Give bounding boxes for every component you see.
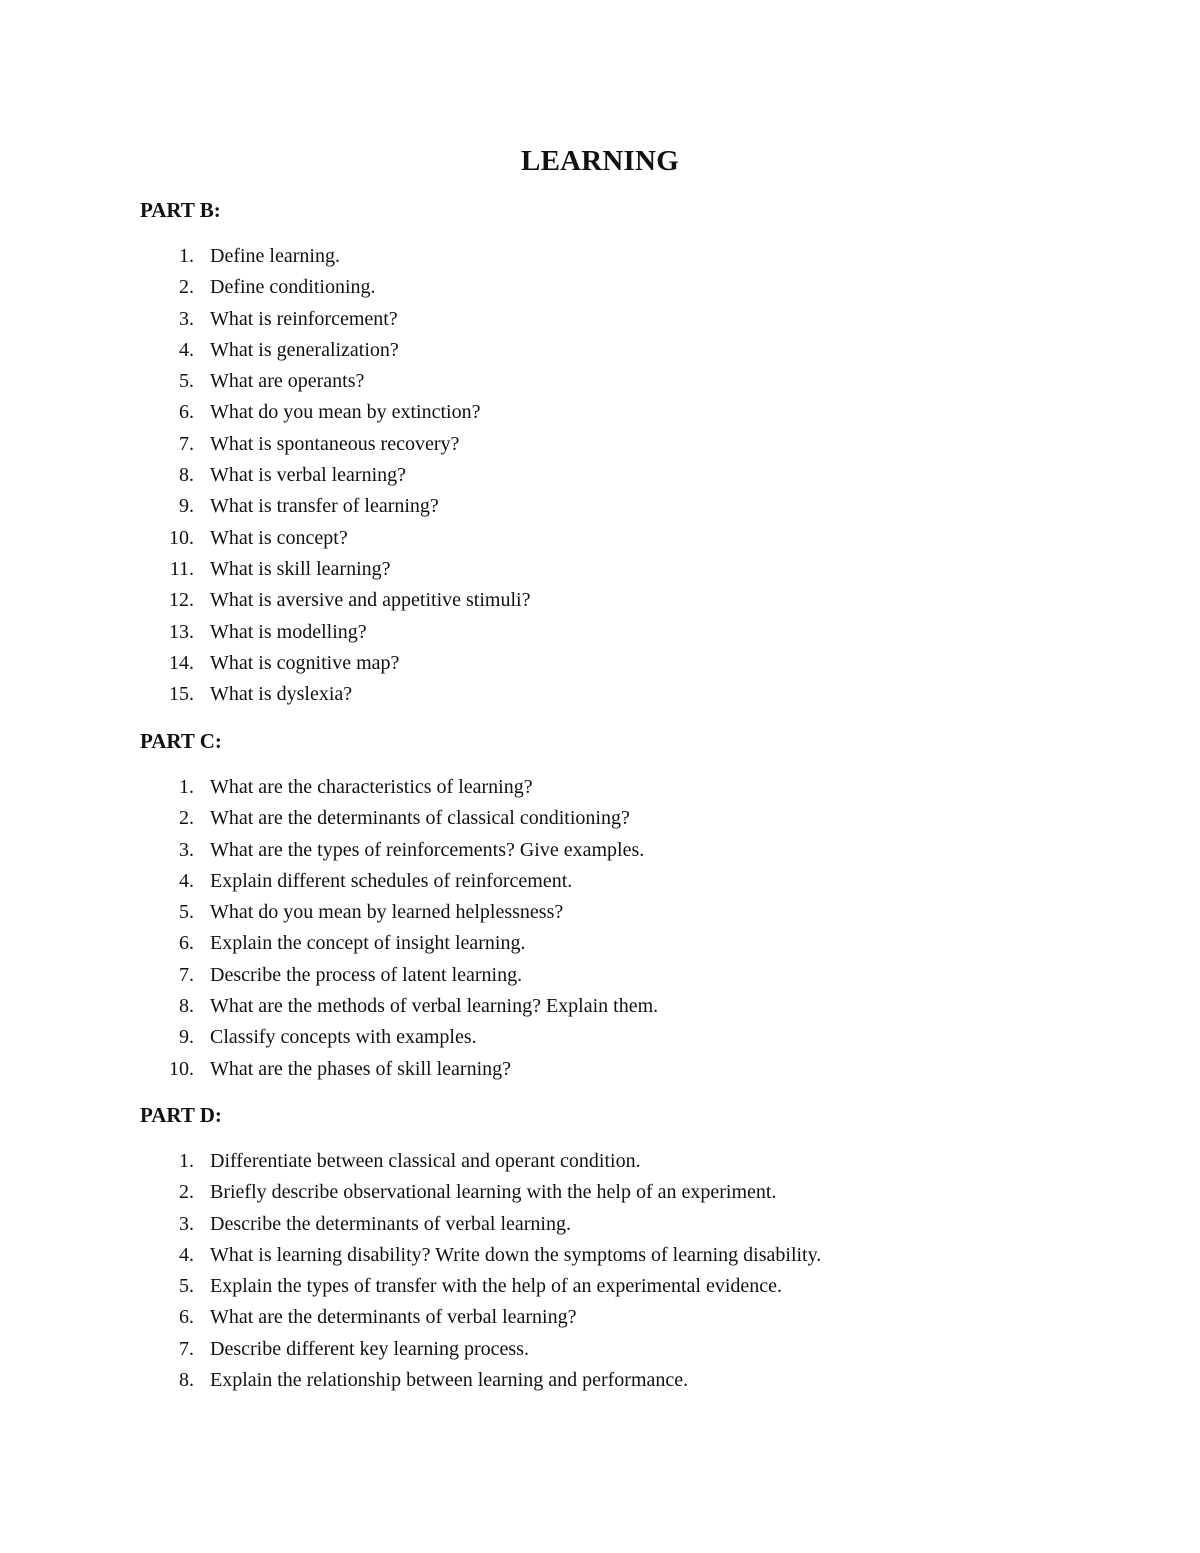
question-item	[0, 335, 1200, 366]
question-text: Define learning.	[210, 245, 340, 267]
question-item	[0, 1022, 1200, 1053]
question-text: What do you mean by learned helplessness?	[210, 901, 564, 924]
question-item	[0, 366, 1200, 397]
question-text: Explain different schedules of reinforcement.	[210, 869, 573, 892]
question-number: 2.	[179, 276, 194, 299]
question-text: Define conditioning.	[210, 276, 376, 299]
question-text: What do you mean by extinction?	[210, 401, 481, 424]
question-item	[0, 429, 1200, 460]
question-item	[0, 460, 1200, 491]
question-item	[0, 554, 1200, 585]
question-item	[0, 772, 1200, 803]
question-item	[0, 835, 1200, 866]
question-text: Explain the types of transfer with the help of an experimental evidence.	[210, 1275, 783, 1298]
question-text: Briefly describe observational learning with the help of an experiment.	[210, 1181, 777, 1204]
question-text: What is cognitive map?	[210, 651, 400, 674]
question-item	[0, 960, 1200, 991]
question-item	[0, 1271, 1200, 1302]
question-number: 13.	[169, 620, 194, 643]
document-title: LEARNING	[521, 145, 679, 177]
question-text: Differentiate between classical and operant condition.	[210, 1150, 641, 1172]
question-text: What are the characteristics of learning?	[210, 776, 533, 798]
question-text: Explain the relationship between learning and performance.	[210, 1369, 689, 1392]
section-heading: PART C:	[140, 729, 222, 753]
question-text: Classify concepts with examples.	[210, 1026, 477, 1049]
question-item	[0, 617, 1200, 648]
question-number: 1.	[179, 776, 194, 798]
question-item	[0, 1177, 1200, 1208]
question-number: 7.	[179, 963, 194, 986]
question-item	[0, 1365, 1200, 1396]
question-item	[0, 272, 1200, 303]
question-text: What is learning disability? Write down the symptoms of learning disability.	[210, 1243, 822, 1266]
question-text: What is generalization?	[210, 338, 399, 361]
question-number: 1.	[179, 1150, 194, 1172]
question-number: 14.	[169, 651, 194, 674]
question-number: 6.	[179, 401, 194, 424]
question-item	[0, 241, 1200, 272]
question-item	[0, 491, 1200, 522]
question-number: 10.	[169, 1057, 194, 1080]
question-item	[0, 585, 1200, 616]
question-number: 4.	[179, 869, 194, 892]
question-item	[0, 679, 1200, 710]
question-text: Describe different key learning process.	[210, 1337, 529, 1360]
question-text: What is modelling?	[210, 620, 367, 643]
question-number: 8.	[179, 464, 194, 487]
question-text: What is dyslexia?	[210, 683, 353, 706]
question-number: 15.	[169, 683, 194, 706]
section-heading: PART B:	[140, 198, 221, 222]
question-item	[0, 897, 1200, 928]
question-item	[0, 1240, 1200, 1271]
question-text: What are the types of reinforcements? Give examples.	[210, 838, 645, 861]
question-item	[0, 1334, 1200, 1365]
question-item	[0, 1302, 1200, 1333]
question-number: 5.	[179, 1275, 194, 1298]
question-text: What is aversive and appetitive stimuli?	[210, 589, 531, 612]
question-number: 5.	[179, 370, 194, 393]
question-number: 7.	[179, 1337, 194, 1360]
question-number: 8.	[179, 995, 194, 1018]
question-number: 10.	[169, 526, 194, 549]
question-number: 5.	[179, 901, 194, 924]
section-heading: PART D:	[140, 1103, 222, 1127]
question-text: What is spontaneous recovery?	[210, 432, 460, 455]
question-item	[0, 1209, 1200, 1240]
question-number: 6.	[179, 1306, 194, 1329]
question-item	[0, 803, 1200, 834]
question-text: What are the methods of verbal learning? Explain them.	[210, 995, 659, 1018]
question-text: What is verbal learning?	[210, 464, 407, 487]
question-number: 4.	[179, 1243, 194, 1266]
question-item	[0, 866, 1200, 897]
question-text: Describe the determinants of verbal learning.	[210, 1212, 571, 1235]
question-number: 6.	[179, 932, 194, 955]
question-text: What are the phases of skill learning?	[210, 1057, 511, 1080]
question-text: What is reinforcement?	[210, 307, 398, 330]
question-text: What are the determinants of verbal learning?	[210, 1306, 577, 1329]
question-number: 3.	[179, 307, 194, 330]
question-list	[0, 241, 1200, 710]
question-text: What is transfer of learning?	[210, 495, 439, 518]
question-item	[0, 397, 1200, 428]
question-number: 9.	[179, 1026, 194, 1049]
question-number: 7.	[179, 432, 194, 455]
question-number: 1.	[179, 245, 194, 267]
question-text: What are the determinants of classical conditioning?	[210, 807, 630, 830]
question-number: 9.	[179, 495, 194, 518]
question-number: 3.	[179, 1212, 194, 1235]
question-text: What are operants?	[210, 370, 365, 393]
question-number: 12.	[169, 589, 194, 612]
question-number: 11.	[169, 557, 194, 580]
question-number: 2.	[179, 807, 194, 830]
question-item	[0, 991, 1200, 1022]
question-item	[0, 304, 1200, 335]
question-number: 3.	[179, 838, 194, 861]
question-text: What is concept?	[210, 526, 348, 549]
question-item	[0, 1054, 1200, 1085]
question-item	[0, 523, 1200, 554]
question-item	[0, 648, 1200, 679]
question-number: 2.	[179, 1181, 194, 1204]
question-text: Explain the concept of insight learning.	[210, 932, 526, 955]
question-number: 4.	[179, 338, 194, 361]
question-text: What is skill learning?	[210, 557, 391, 580]
question-number: 8.	[179, 1369, 194, 1392]
question-item	[0, 928, 1200, 959]
question-text: Describe the process of latent learning.	[210, 963, 523, 986]
question-list	[0, 772, 1200, 1085]
question-item	[0, 1146, 1200, 1177]
question-list	[0, 1146, 1200, 1396]
